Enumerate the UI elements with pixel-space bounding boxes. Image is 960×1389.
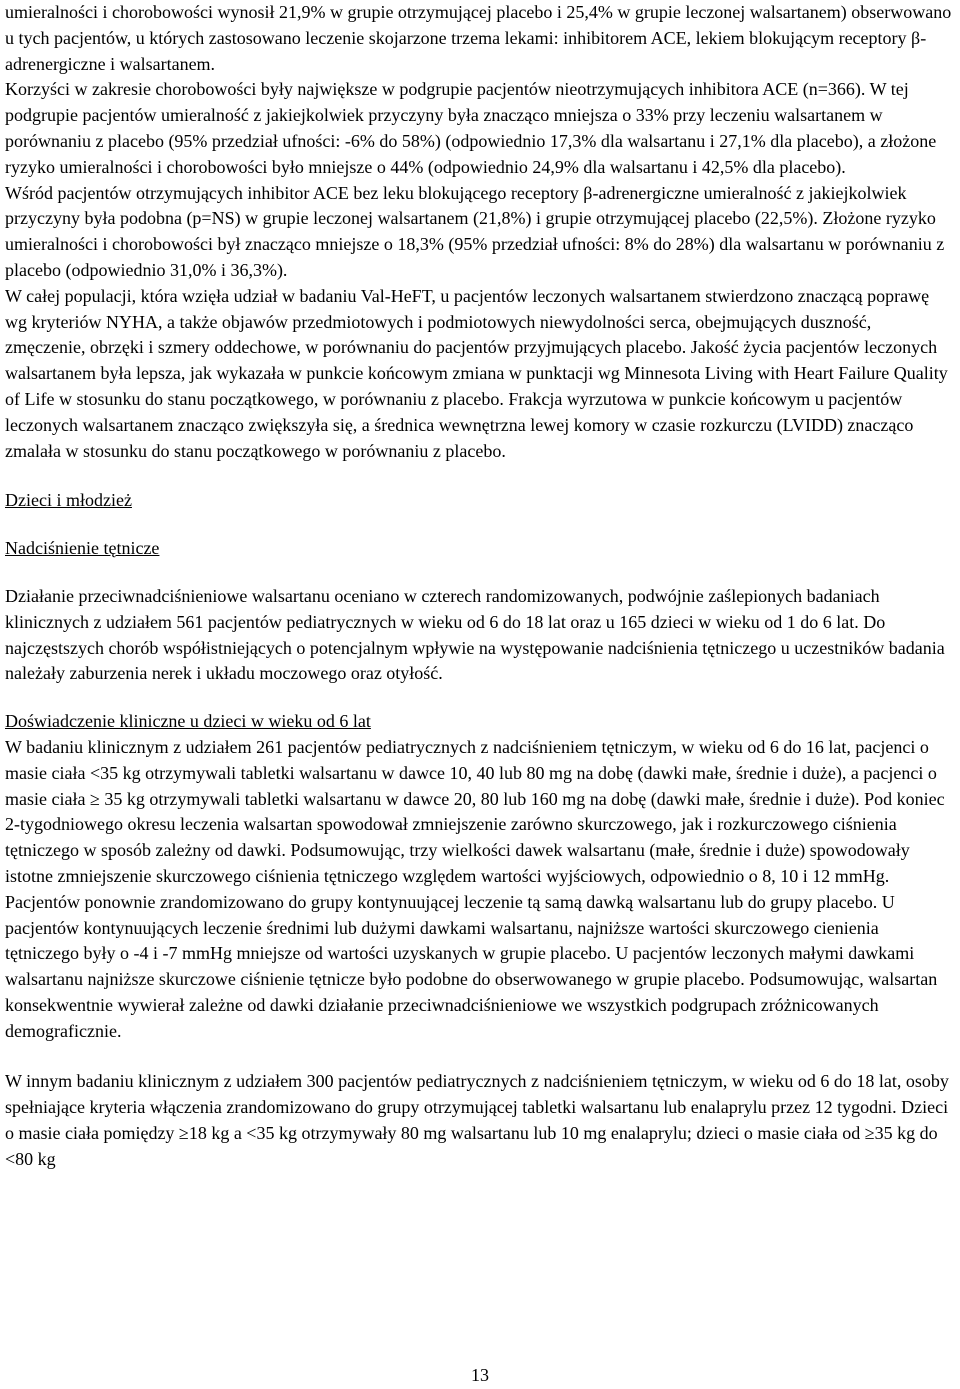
page-number: 13 bbox=[471, 1365, 489, 1385]
section-heading-clinical-experience: Doświadczenie kliniczne u dzieci w wieku od 6 lat bbox=[5, 711, 371, 732]
paragraph-mortality-summary: umieralności i chorobowości wynosił 21,9% w grupie otrzymującej placebo i 25,4% w grupie leczonej walsartanem) obserwowano u tych pacjentów, u których zastosowano leczenie skojarzone trzema lekami: inhibitorem ACE, lekiem blokującym receptory β-adrenergiczne i walsartanem. bbox=[5, 2, 952, 74]
section-heading-hypertension: Nadciśnienie tętnicze bbox=[5, 538, 160, 559]
document-page bbox=[5, 0, 955, 1173]
paragraph-val-heft-population: W całej populacji, która wzięła udział w badaniu Val-HeFT, u pacjentów leczonych walsartanem stwierdzono znaczącą poprawę wg kryteriów NYHA, a także objawów przedmiotowych i podmiotowych niewydolności serca, obejmujących duszność, zmęczenie, obrzęki i szmery oddechowe, w porównaniu do pacjentów przyjmujących placebo. Jakość życia pacjentów leczonych walsartanem była lepsza, jak wykazała w punkcie końcowym zmiana w punktacji wg Minnesota Living with Heart Failure Quality of Life w stosunku do stanu początkowego, w porównaniu z placebo. Frakcja wyrzutowa w punkcie końcowym u pacjentów leczonych walsartanem znacząco zwiększyła się, a średnica wewnętrzna lewej komory w czasie rozkurczu (LVIDD) znacząco zmalała w stosunku do stanu początkowego w porównaniu z placebo. bbox=[5, 285, 948, 461]
paragraph-subgroup-ace: Wśród pacjentów otrzymujących inhibitor ACE bez leku blokującego receptory β-adrenergiczne umieralność z jakiejkolwiek przyczyny była podobna (p=NS) w grupie leczonej walsartanem (21,8%) i grupie otrzymującej placebo (22,5%). Złożone ryzyko umieralności i chorobowości był znacząco mniejsze o 18,3% (95% przedział ufności: 8% do 28%) dla walsartanu w porównaniu z placebo (odpowiednio 31,0% i 36,3%). bbox=[5, 182, 945, 280]
section-heading-children: Dzieci i młodzież bbox=[5, 490, 132, 511]
paragraph-subgroup-no-ace: Korzyści w zakresie chorobowości były największe w podgrupie pacjentów nieotrzymujących inhibitora ACE (n=366). W tej podgrupie pacjentów umieralność z jakiejkolwiek przyczyny była znacząco mniejsza o 33% przy leczeniu walsartanem w porównaniu z placebo (95% przedział ufności: -6% do 58%) (odpowiednio 17,3% dla walsartanu i 27,1% dla placebo), a złożone ryzyko umieralności i chorobowości było mniejsze o 44% (odpowiednio 24,9% dla walsartanu i 42,5% dla placebo). bbox=[5, 79, 937, 177]
paragraph-300-patients-study: W innym badaniu klinicznym z udziałem 300 pacjentów pediatrycznych z nadciśnieniem tętniczym, w wieku od 6 do 18 lat, osoby spełniające kryteria włączenia zrandomizowano do grupy otrzymującej tabletki walsartanu lub enalaprylu przez 12 tygodni. Dzieci o masie ciała pomiędzy ≥18 kg a <35 kg otrzymywały 80 mg walsartanu lub 10 mg enalaprylu; dzieci o masie ciała od ≥35 kg do <80 kg bbox=[5, 1071, 949, 1169]
paragraph-antihypertensive-studies: Działanie przeciwnadciśnieniowe walsartanu oceniano w czterech randomizowanych, podwójnie zaślepionych badaniach klinicznych z udziałem 561 pacjentów pediatrycznych w wieku od 6 do 18 lat oraz u 165 dzieci w wieku od 1 do 6 lat. Do najczęstszych chorób współistniejących o potencjalnym wpływie na występowanie nadciśnienia tętniczego u uczestników badania należały zaburzenia nerek i układu moczowego oraz otyłość. bbox=[5, 585, 945, 684]
paragraph-261-patients-study: W badaniu klinicznym z udziałem 261 pacjentów pediatrycznych z nadciśnieniem tętniczym, w wieku od 6 do 16 lat, pacjenci o masie ciała <35 kg otrzymywali tabletki walsartanu w dawce 10, 40 lub 80 mg na dobę (dawki małe, średnie i duże), a pacjenci o masie ciała ≥ 35 kg otrzymywali tabletki walsartanu w dawce 20, 80 lub 160 mg na dobę (dawki małe, średnie i duże). Pod koniec 2-tygodniowego okresu leczenia walsartan spowodował zmniejszenie zarówno skurczowego, jak i rozkurczowego ciśnienia tętniczego w sposób zależny od dawki. Podsumowując, trzy wielkości dawek walsartanu (małe, średnie i duże) spowodowały istotne zmniejszenie skurczowego ciśnienia tętniczego względem wartości wyjściowych, odpowiednio o 8, 10 i 12 mmHg. Pacjentów ponownie zrandomizowano do grupy kontynuującej leczenie tą samą dawką walsartanu lub do grupy placebo. U pacjentów kontynuujących leczenie średnimi lub dużymi dawkami walsartanu, najniższe wartości skurczowego cienienia tętniczego były o -4 i -7 mmHg mniejsze od wartości uzyskanych w grupie placebo. U pacjentów leczonych małymi dawkami walsartanu najniższe skurczowe ciśnienie tętnicze było podobne do obserwowanego w grupie placebo. Podsumowując, walsartan konsekwentnie wywierał zależne od dawki działanie przeciwnadciśnieniowe we wszystkich podgrupach zróżnicowanych demograficznie. bbox=[5, 736, 945, 1041]
